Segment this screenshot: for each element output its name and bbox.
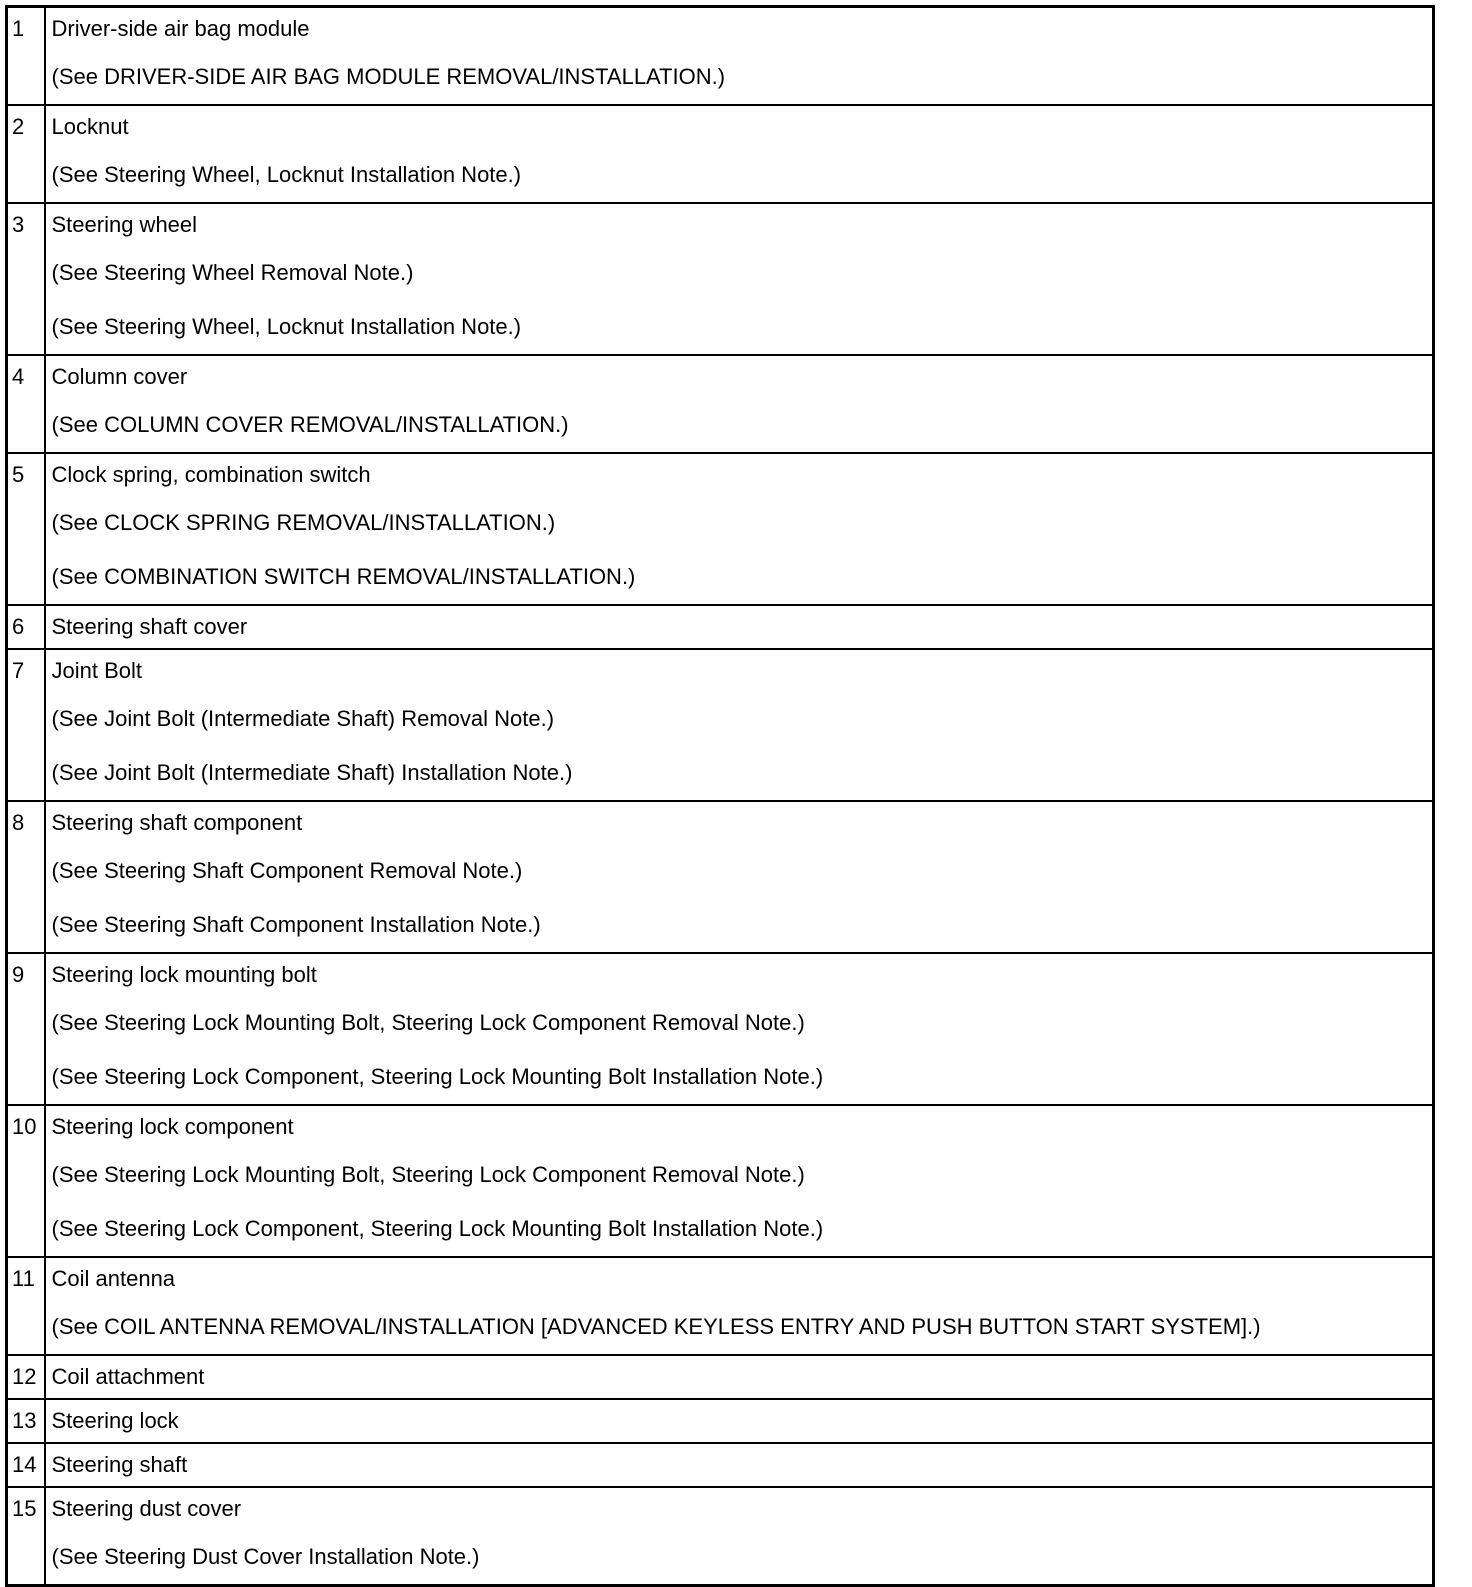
reference-note: (See COIL ANTENNA REMOVAL/INSTALLATION [ADVANCED KEYLESS ENTRY AND PUSH BUTTON START SYSTEM].) bbox=[51, 1314, 1261, 1339]
item-description bbox=[45, 453, 1434, 605]
item-number: 14 bbox=[7, 1443, 45, 1487]
item-number: 15 bbox=[7, 1487, 45, 1586]
reference-note: (See COLUMN COVER REMOVAL/INSTALLATION.) bbox=[51, 412, 569, 437]
item-description bbox=[45, 105, 1434, 203]
reference-note: (See DRIVER-SIDE AIR BAG MODULE REMOVAL/INSTALLATION.) bbox=[51, 64, 726, 89]
table-row bbox=[7, 1399, 1434, 1443]
reference-note: (See CLOCK SPRING REMOVAL/INSTALLATION.) bbox=[51, 510, 556, 535]
item-description bbox=[45, 801, 1434, 953]
part-name: Steering shaft bbox=[51, 1452, 188, 1477]
reference-note: (See Steering Lock Component, Steering Lock Mounting Bolt Installation Note.) bbox=[51, 1064, 824, 1089]
reference-note: (See Steering Dust Cover Installation Note.) bbox=[51, 1544, 480, 1569]
part-name: Clock spring, combination switch bbox=[51, 462, 371, 487]
part-name: Driver-side air bag module bbox=[51, 16, 310, 41]
parts-table bbox=[5, 5, 1435, 1587]
item-number: 11 bbox=[7, 1257, 45, 1355]
part-name: Steering shaft component bbox=[51, 810, 303, 835]
reference-note: (See Steering Shaft Component Installation Note.) bbox=[51, 912, 541, 937]
part-name: Steering wheel bbox=[51, 212, 198, 237]
table-row bbox=[7, 1257, 1434, 1355]
table-row bbox=[7, 801, 1434, 953]
reference-note: (See Steering Shaft Component Removal Note.) bbox=[51, 858, 523, 883]
table-row bbox=[7, 953, 1434, 1105]
reference-note: (See Steering Wheel, Locknut Installation Note.) bbox=[51, 162, 522, 187]
item-number: 6 bbox=[7, 605, 45, 649]
item-description bbox=[45, 1443, 1434, 1487]
reference-note: (See Joint Bolt (Intermediate Shaft) Installation Note.) bbox=[51, 760, 573, 785]
item-number: 3 bbox=[7, 203, 45, 355]
item-description bbox=[45, 355, 1434, 453]
table-row bbox=[7, 453, 1434, 605]
reference-note: (See Steering Lock Mounting Bolt, Steering Lock Component Removal Note.) bbox=[51, 1162, 805, 1187]
reference-note: (See Steering Wheel, Locknut Installation Note.) bbox=[51, 314, 522, 339]
item-description bbox=[45, 1487, 1434, 1586]
item-number: 4 bbox=[7, 355, 45, 453]
table-row bbox=[7, 1487, 1434, 1586]
part-name: Steering shaft cover bbox=[51, 614, 248, 639]
table-row bbox=[7, 1355, 1434, 1399]
item-number: 13 bbox=[7, 1399, 45, 1443]
table-row bbox=[7, 605, 1434, 649]
item-number: 12 bbox=[7, 1355, 45, 1399]
item-description bbox=[45, 649, 1434, 801]
item-number: 5 bbox=[7, 453, 45, 605]
part-name: Steering lock mounting bolt bbox=[51, 962, 317, 987]
item-description bbox=[45, 953, 1434, 1105]
item-description bbox=[45, 1105, 1434, 1257]
part-name: Steering lock component bbox=[51, 1114, 294, 1139]
reference-note: (See Steering Lock Mounting Bolt, Steering Lock Component Removal Note.) bbox=[51, 1010, 805, 1035]
table-row bbox=[7, 1105, 1434, 1257]
item-number: 8 bbox=[7, 801, 45, 953]
reference-note: (See Joint Bolt (Intermediate Shaft) Removal Note.) bbox=[51, 706, 555, 731]
item-description bbox=[45, 1257, 1434, 1355]
table-row bbox=[7, 1443, 1434, 1487]
item-number: 10 bbox=[7, 1105, 45, 1257]
table-row bbox=[7, 355, 1434, 453]
item-description bbox=[45, 1399, 1434, 1443]
item-description bbox=[45, 1355, 1434, 1399]
part-name: Steering dust cover bbox=[51, 1496, 242, 1521]
item-description bbox=[45, 203, 1434, 355]
item-number: 1 bbox=[7, 7, 45, 106]
part-name: Coil antenna bbox=[51, 1266, 176, 1291]
table-row bbox=[7, 105, 1434, 203]
parts-table-body bbox=[7, 7, 1434, 1586]
part-name: Joint Bolt bbox=[51, 658, 142, 683]
reference-note: (See Steering Lock Component, Steering Lock Mounting Bolt Installation Note.) bbox=[51, 1216, 824, 1241]
part-name: Column cover bbox=[51, 364, 188, 389]
item-number: 9 bbox=[7, 953, 45, 1105]
item-number: 2 bbox=[7, 105, 45, 203]
part-name: Coil attachment bbox=[51, 1364, 205, 1389]
reference-note: (See COMBINATION SWITCH REMOVAL/INSTALLATION.) bbox=[51, 564, 636, 589]
item-description bbox=[45, 7, 1434, 106]
item-description bbox=[45, 605, 1434, 649]
table-row bbox=[7, 203, 1434, 355]
item-number: 7 bbox=[7, 649, 45, 801]
part-name: Steering lock bbox=[51, 1408, 179, 1433]
reference-note: (See Steering Wheel Removal Note.) bbox=[51, 260, 414, 285]
table-row bbox=[7, 7, 1434, 106]
part-name: Locknut bbox=[51, 114, 129, 139]
table-row bbox=[7, 649, 1434, 801]
